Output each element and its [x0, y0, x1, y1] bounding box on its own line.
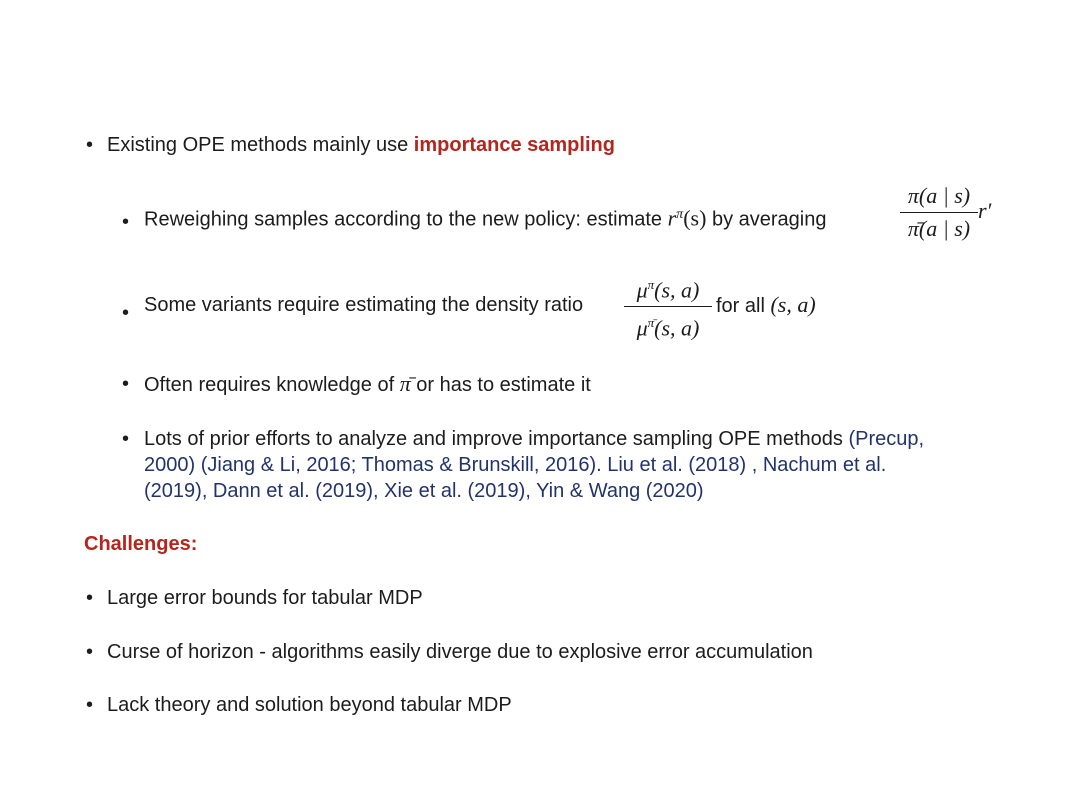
citation-line-3[interactable]: (2019), Dann et al. (2019), Xie et al. (2019), Yin & Wang (2020): [144, 480, 704, 502]
math-r-superscript: π: [676, 207, 684, 222]
sub-bullet-text: Reweighing samples according to the new policy: estimate: [144, 208, 668, 231]
sub-bullet-text: Some variants require estimating the density ratio: [144, 294, 584, 316]
challenges-heading: Challenges:: [84, 533, 198, 555]
fraction-policy-ratio: [900, 183, 978, 242]
bullet-marker: [122, 301, 129, 325]
fraction-numerator: π(a | s): [907, 183, 971, 208]
sub-bullet-density-ratio: [144, 293, 583, 317]
sub-bullet-text: by averaging: [706, 208, 827, 231]
citation-link[interactable]: (Precup,: [848, 428, 925, 450]
sub-bullet-text-for-all: for all (s, a): [716, 292, 816, 317]
math-pi-bar: π̄: [399, 371, 411, 396]
sub-bullet-reweighing: [144, 203, 826, 232]
highlight-importance-sampling: importance sampling: [413, 134, 615, 156]
fraction-denominator: $\mu^{\pī}(s$, a): [636, 315, 700, 341]
bullet-existing-ope: [107, 133, 615, 157]
fraction-density-ratio: [624, 272, 712, 342]
fraction-bar: [900, 212, 978, 213]
bullet-marker: [122, 427, 129, 451]
challenge-item: Large error bounds for tabular MDP: [107, 587, 423, 609]
sub-bullet-text: or has to estimate it: [410, 374, 591, 396]
bullet-marker: [86, 586, 93, 610]
bullet-text: Existing OPE methods mainly use: [107, 134, 414, 156]
bullet-marker: [122, 210, 129, 234]
bullet-marker: [86, 693, 93, 717]
fraction-denominator: π̄(a | s): [907, 216, 971, 241]
fraction-numerator: $\mu^\pi(s$, a): [636, 277, 700, 303]
bullet-marker: [86, 133, 93, 157]
challenge-item: Lack theory and solution beyond tabular MDP: [107, 694, 512, 716]
citation-line-2[interactable]: 2000) (Jiang & Li, 2016; Thomas & Brunskill, 2016). Liu et al. (2018) , Nachum et al.: [144, 454, 887, 476]
sub-bullet-knowledge: [144, 372, 591, 397]
sub-bullet-text: Lots of prior efforts to analyze and improve importance sampling OPE methods: [144, 428, 849, 450]
math-r: r: [667, 205, 677, 231]
math-r-prime: r′: [978, 198, 992, 223]
math-r-argument: (s): [683, 205, 707, 231]
sub-bullet-prior-efforts-line1: [144, 427, 924, 451]
sub-bullet-text: Often requires knowledge of: [144, 374, 400, 396]
bullet-marker: [122, 372, 129, 396]
bullet-marker: [86, 640, 93, 664]
fraction-bar: [624, 306, 712, 307]
challenge-item: Curse of horizon - algorithms easily diverge due to explosive error accumulation: [107, 641, 813, 663]
math-s-a: (s, a): [770, 292, 816, 317]
